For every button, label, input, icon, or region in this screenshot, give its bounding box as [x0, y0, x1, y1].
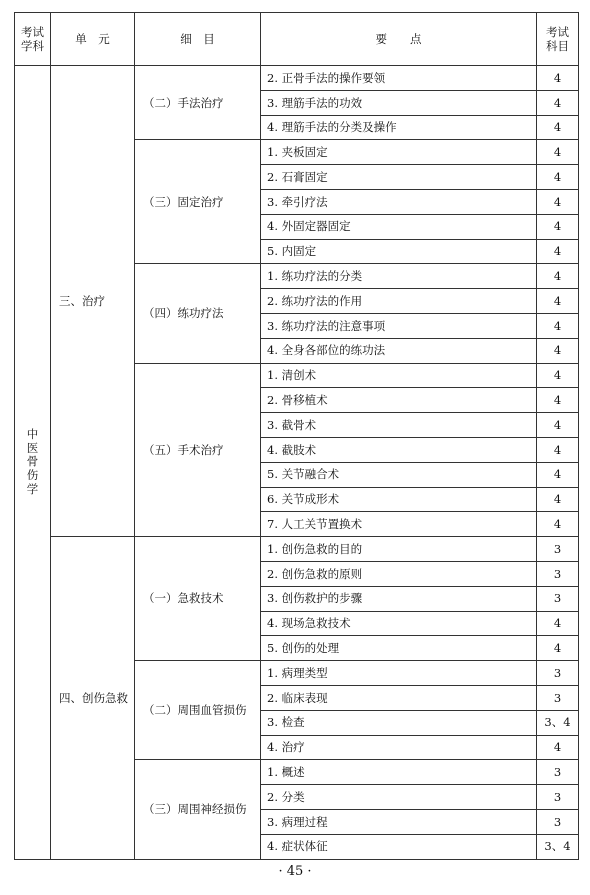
point-cell: 4. 理筋手法的分类及操作 [261, 115, 537, 140]
table-body [15, 66, 579, 860]
detail-cell: （四）练功疗法 [135, 264, 261, 363]
level-cell: 4 [537, 487, 579, 512]
point-cell: 3. 检查 [261, 710, 537, 735]
header-subject: 考试 学科 [15, 13, 51, 66]
level-cell: 4 [537, 512, 579, 537]
point-cell: 2. 骨移植术 [261, 388, 537, 413]
point-cell: 2. 石膏固定 [261, 165, 537, 190]
level-cell: 4 [537, 611, 579, 636]
unit-cell: 三、治疗 [51, 66, 135, 537]
point-cell: 6. 关节成形术 [261, 487, 537, 512]
level-cell: 4 [537, 636, 579, 661]
subject-name: 中医骨伤学 [26, 426, 39, 496]
level-cell: 3 [537, 809, 579, 834]
detail-cell: （五）手术治疗 [135, 363, 261, 537]
level-cell: 4 [537, 115, 579, 140]
level-cell: 4 [537, 90, 579, 115]
level-cell: 4 [537, 338, 579, 363]
table-row [15, 537, 579, 562]
header-level: 考试 科目 [537, 13, 579, 66]
level-cell: 3、4 [537, 710, 579, 735]
level-cell: 4 [537, 462, 579, 487]
level-cell: 4 [537, 437, 579, 462]
point-cell: 2. 分类 [261, 785, 537, 810]
point-cell: 2. 临床表现 [261, 685, 537, 710]
point-cell: 2. 创伤急救的原则 [261, 561, 537, 586]
level-cell: 4 [537, 413, 579, 438]
page-number: · 45 · [278, 864, 312, 879]
level-cell: 4 [537, 735, 579, 760]
level-cell: 3、4 [537, 834, 579, 859]
level-cell: 4 [537, 189, 579, 214]
point-cell: 5. 创伤的处理 [261, 636, 537, 661]
level-cell: 4 [537, 264, 579, 289]
level-cell: 4 [537, 363, 579, 388]
point-cell: 4. 外固定器固定 [261, 214, 537, 239]
point-cell: 5. 关节融合术 [261, 462, 537, 487]
level-cell: 3 [537, 661, 579, 686]
header-detail: 细 目 [135, 13, 261, 66]
subject-cell [15, 66, 51, 860]
level-cell: 4 [537, 289, 579, 314]
level-cell: 4 [537, 313, 579, 338]
point-cell: 4. 截肢术 [261, 437, 537, 462]
level-cell: 4 [537, 214, 579, 239]
point-cell: 1. 创伤急救的目的 [261, 537, 537, 562]
point-cell: 2. 正骨手法的操作要领 [261, 66, 537, 91]
unit-cell: 四、创伤急救 [51, 537, 135, 859]
point-cell: 5. 内固定 [261, 239, 537, 264]
level-cell: 4 [537, 239, 579, 264]
point-cell: 2. 练功疗法的作用 [261, 289, 537, 314]
point-cell: 1. 夹板固定 [261, 140, 537, 165]
syllabus-table [14, 12, 579, 860]
point-cell: 4. 治疗 [261, 735, 537, 760]
point-cell: 7. 人工关节置换术 [261, 512, 537, 537]
level-cell: 3 [537, 561, 579, 586]
point-cell: 1. 病理类型 [261, 661, 537, 686]
point-cell: 4. 现场急救技术 [261, 611, 537, 636]
point-cell: 3. 病理过程 [261, 809, 537, 834]
detail-cell: （二）手法治疗 [135, 66, 261, 140]
point-cell: 4. 症状体征 [261, 834, 537, 859]
level-cell: 4 [537, 388, 579, 413]
point-cell: 4. 全身各部位的练功法 [261, 338, 537, 363]
level-cell: 4 [537, 66, 579, 91]
level-cell: 3 [537, 760, 579, 785]
table-header-row [15, 13, 579, 66]
header-unit: 单 元 [51, 13, 135, 66]
level-cell: 3 [537, 586, 579, 611]
point-cell: 1. 练功疗法的分类 [261, 264, 537, 289]
level-cell: 3 [537, 537, 579, 562]
point-cell: 3. 创伤救护的步骤 [261, 586, 537, 611]
level-cell: 3 [537, 785, 579, 810]
level-cell: 3 [537, 685, 579, 710]
point-cell: 1. 概述 [261, 760, 537, 785]
point-cell: 3. 截骨术 [261, 413, 537, 438]
detail-cell: （三）固定治疗 [135, 140, 261, 264]
point-cell: 3. 牵引疗法 [261, 189, 537, 214]
table-row [15, 66, 579, 91]
point-cell: 1. 清创术 [261, 363, 537, 388]
level-cell: 4 [537, 165, 579, 190]
detail-cell: （二）周围血管损伤 [135, 661, 261, 760]
header-points: 要 点 [261, 13, 537, 66]
detail-cell: （三）周围神经损伤 [135, 760, 261, 859]
level-cell: 4 [537, 140, 579, 165]
detail-cell: （一）急救技术 [135, 537, 261, 661]
point-cell: 3. 练功疗法的注意事项 [261, 313, 537, 338]
point-cell: 3. 理筋手法的功效 [261, 90, 537, 115]
